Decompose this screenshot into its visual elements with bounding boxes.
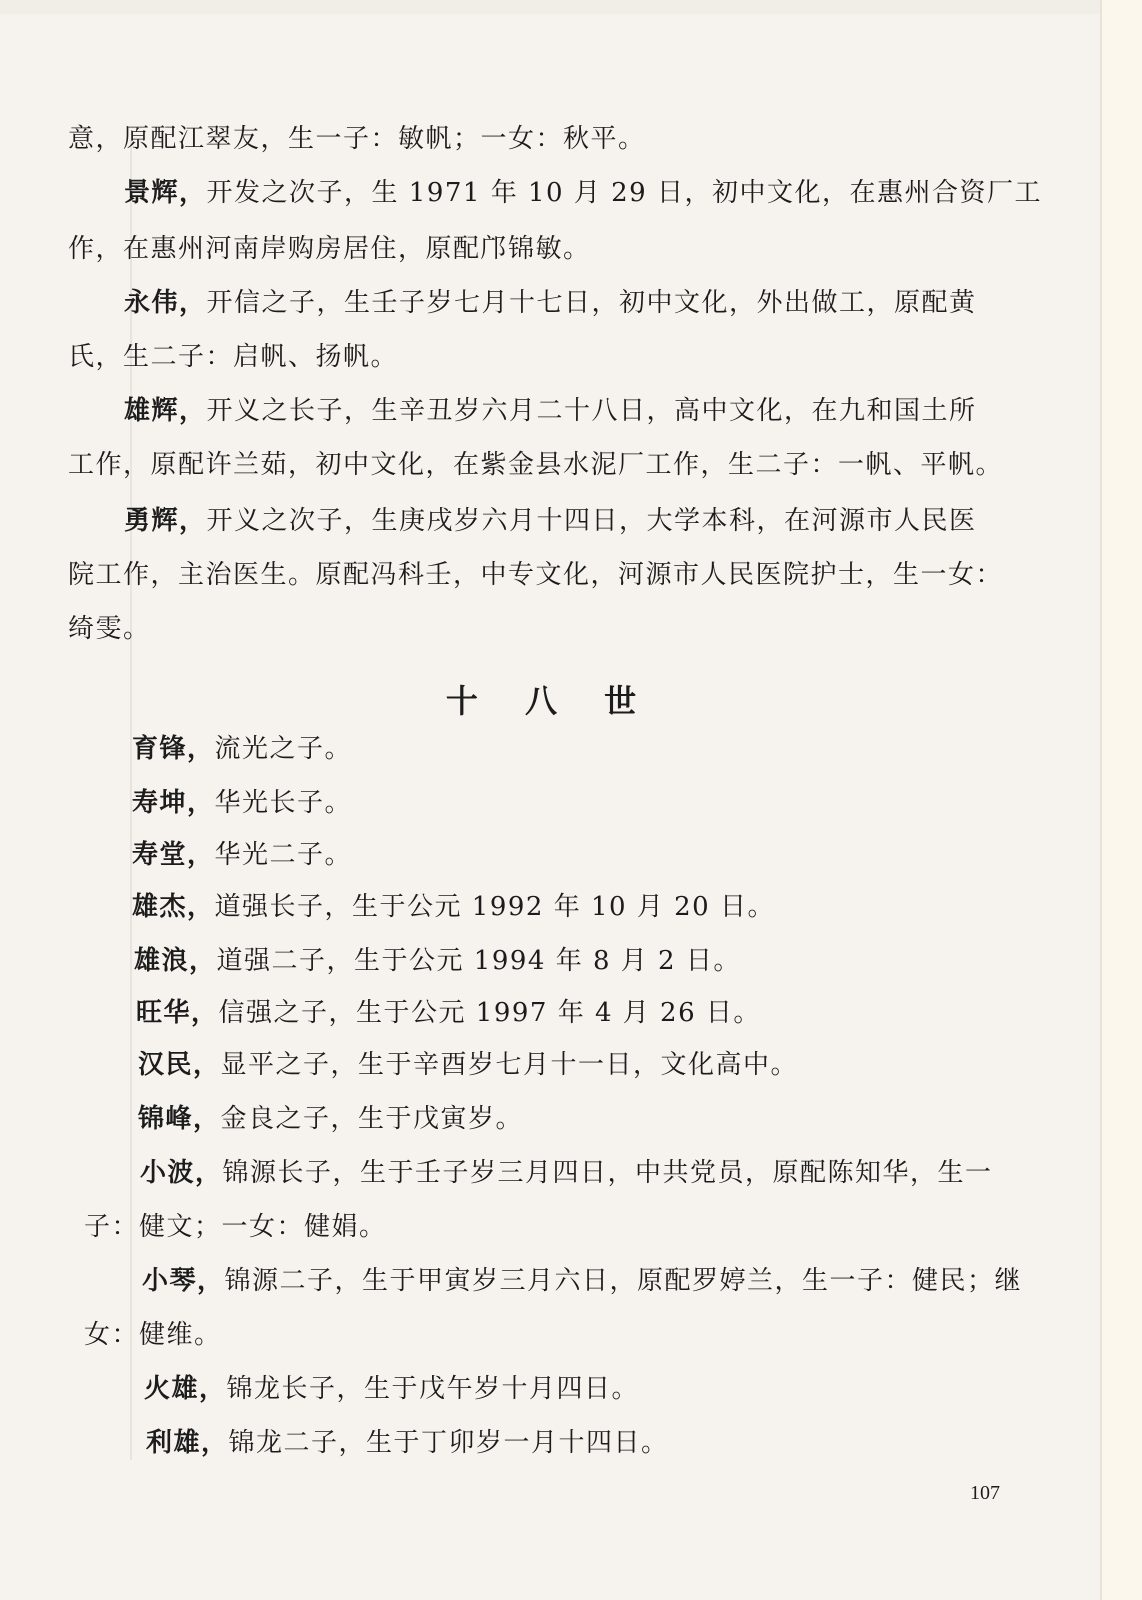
paragraph-xionghui-cont: 工作，原配许兰茹，初中文化，在紫金县水泥厂工作，生二子：一帆、平帆。 [68, 450, 1004, 480]
person-name: 雄杰， [132, 892, 215, 922]
paragraph-yongwei: 永伟，开信之子，生壬子岁七月十七日，初中文化，外出做工，原配黄 [124, 288, 977, 318]
entry-lixiong: 利雄，锦龙二子，生于丁卯岁一月十四日。 [146, 1428, 669, 1458]
person-name: 雄辉， [124, 396, 207, 426]
person-name: 旺华， [136, 998, 219, 1028]
entry-xiaobo: 小波，锦源长子，生于壬子岁三月四日，中共党员，原配陈知华，生一 [140, 1158, 993, 1188]
person-name: 锦峰， [138, 1104, 221, 1134]
entry-xiaoqin: 小琴，锦源二子，生于甲寅岁三月六日，原配罗婷兰，生一子：健民；继 [142, 1266, 1023, 1296]
section-heading: 十 八 世 [445, 682, 655, 720]
entry-shoutang: 寿堂，华光二子。 [132, 840, 353, 870]
person-name: 寿坤， [132, 788, 215, 818]
entry-xionglang: 雄浪，道强二子，生于公元 1994 年 8 月 2 日。 [134, 946, 741, 976]
person-name: 小波， [140, 1158, 223, 1188]
entry-yufeng: 育锋，流光之子。 [132, 734, 353, 764]
person-name: 永伟， [124, 288, 207, 318]
entry-xiaobo-cont: 子：健文；一女：健娟。 [84, 1212, 387, 1242]
person-name: 汉民， [138, 1050, 221, 1080]
paragraph-jinghui-cont: 作，在惠州河南岸购房居住，原配邝锦敏。 [68, 234, 591, 264]
person-name: 寿堂， [132, 840, 215, 870]
paragraph-yonghui-cont2: 绮雯。 [68, 614, 151, 644]
entry-xiaoqin-cont: 女：健维。 [84, 1320, 222, 1350]
person-name: 利雄， [146, 1428, 229, 1458]
paragraph-continuation: 意，原配江翠友，生一子：敏帆；一女：秋平。 [68, 124, 646, 154]
paragraph-jinghui: 景辉，开发之次子，生 1971 年 10 月 29 日，初中文化，在惠州合资厂工 [124, 178, 1042, 208]
person-name: 勇辉， [124, 506, 207, 536]
person-name: 育锋， [132, 734, 215, 764]
entry-shoukun: 寿坤，华光长子。 [132, 788, 353, 818]
paragraph-yonghui-cont: 院工作，主治医生。原配冯科壬，中专文化，河源市人民医院护士，生一女： [68, 560, 1004, 590]
person-name: 景辉， [124, 178, 207, 208]
entry-xiongjie: 雄杰，道强长子，生于公元 1992 年 10 月 20 日。 [132, 892, 775, 922]
entry-hanmin: 汉民，显平之子，生于辛酉岁七月十一日，文化高中。 [138, 1050, 799, 1080]
person-name: 雄浪， [134, 946, 217, 976]
paragraph-yonghui: 勇辉，开义之次子，生庚戌岁六月十四日，大学本科，在河源市人民医 [124, 506, 977, 536]
person-name: 小琴， [142, 1266, 225, 1296]
paragraph-yongwei-cont: 氏，生二子：启帆、扬帆。 [68, 342, 399, 372]
entry-wanghua: 旺华，信强之子，生于公元 1997 年 4 月 26 日。 [136, 998, 761, 1028]
page-number: 107 [970, 1482, 1000, 1504]
person-name: 火雄， [144, 1374, 227, 1404]
entry-jinfeng: 锦峰，金良之子，生于戊寅岁。 [138, 1104, 524, 1134]
paragraph-xionghui: 雄辉，开义之长子，生辛丑岁六月二十八日，高中文化，在九和国土所 [124, 396, 977, 426]
entry-huoxiong: 火雄，锦龙长子，生于戊午岁十月四日。 [144, 1374, 640, 1404]
